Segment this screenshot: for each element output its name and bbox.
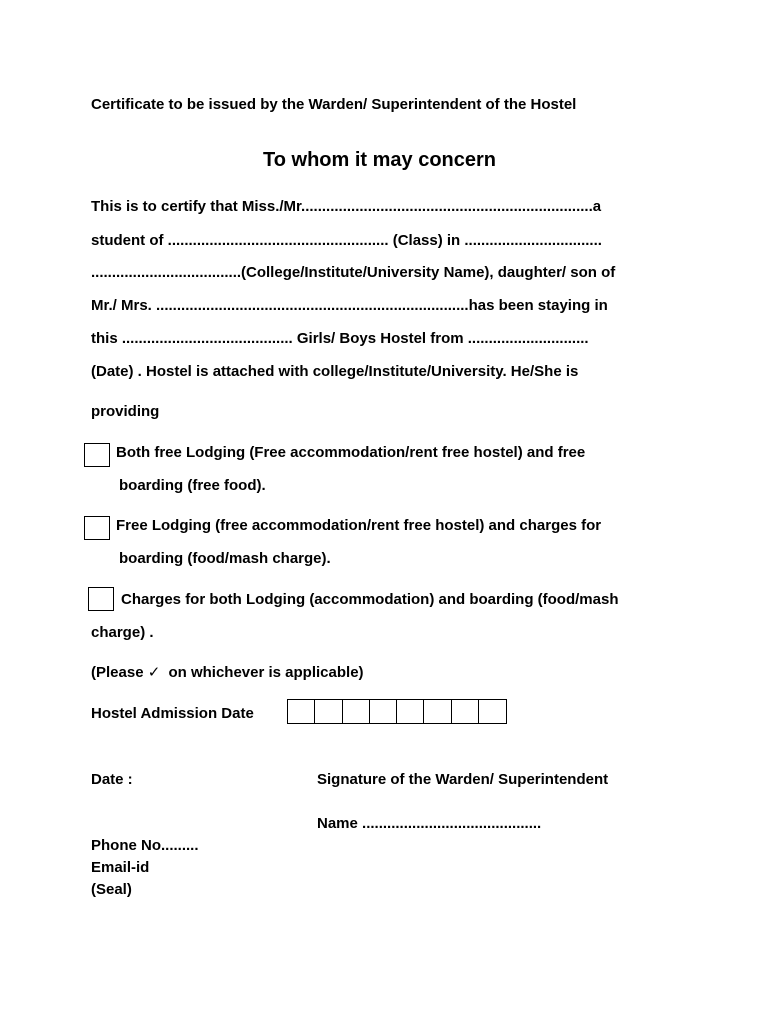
option-2-line-2: boarding (food/mash charge). (119, 550, 331, 567)
option-3-line-2: charge) . (91, 624, 154, 641)
name-label: Name ........................................... (317, 815, 542, 832)
admission-date-box[interactable] (424, 700, 451, 723)
instruction-line (91, 664, 364, 682)
body-line-2: student of ..................................................... (Class) in ................................. (91, 232, 602, 249)
date-label: Date : (91, 771, 133, 788)
instruction-suffix: on whichever is applicable) (168, 664, 364, 681)
option-2-checkbox[interactable] (84, 516, 110, 540)
option-1-line-2: boarding (free food). (119, 477, 266, 494)
admission-date-box[interactable] (452, 700, 479, 723)
admission-date-boxes[interactable] (287, 699, 507, 724)
admission-date-box[interactable] (397, 700, 424, 723)
body-line-5: this ......................................... Girls/ Boys Hostel from ............................. (91, 330, 589, 347)
option-3-line-1: Charges for both Lodging (accommodation) and boarding (food/mash (121, 591, 619, 608)
admission-date-box[interactable] (343, 700, 370, 723)
admission-date-box[interactable] (370, 700, 397, 723)
admission-date-box[interactable] (288, 700, 315, 723)
body-line-7: providing (91, 403, 160, 420)
body-line-1: This is to certify that Miss./Mr......................................................................a (91, 198, 602, 215)
option-1-line-1: Both free Lodging (Free accommodation/rent free hostel) and free (116, 444, 586, 461)
body-line-4: Mr./ Mrs. ...........................................................................has been staying in (91, 297, 608, 314)
admission-date-box[interactable] (479, 700, 506, 723)
admission-date-box[interactable] (315, 700, 342, 723)
admission-date-label: Hostel Admission Date (91, 705, 254, 722)
seal-label: (Seal) (91, 881, 132, 898)
certificate-heading: Certificate to be issued by the Warden/ Superintendent of the Hostel (91, 96, 577, 113)
option-1-checkbox[interactable] (84, 443, 110, 467)
page-title: To whom it may concern (263, 149, 496, 171)
option-3-checkbox[interactable] (88, 587, 114, 611)
check-mark-icon: ✓ (147, 664, 161, 681)
phone-label: Phone No......... (91, 837, 199, 854)
option-2-line-1: Free Lodging (free accommodation/rent free hostel) and charges for (116, 517, 602, 534)
body-line-3: ....................................(College/Institute/University Name), daughter/ son of (91, 264, 616, 281)
email-label: Email-id (91, 859, 150, 876)
signature-label: Signature of the Warden/ Superintendent (317, 771, 609, 788)
body-line-6: (Date) . Hostel is attached with college/Institute/University. He/She is (91, 363, 579, 380)
instruction-prefix: (Please (91, 664, 144, 681)
